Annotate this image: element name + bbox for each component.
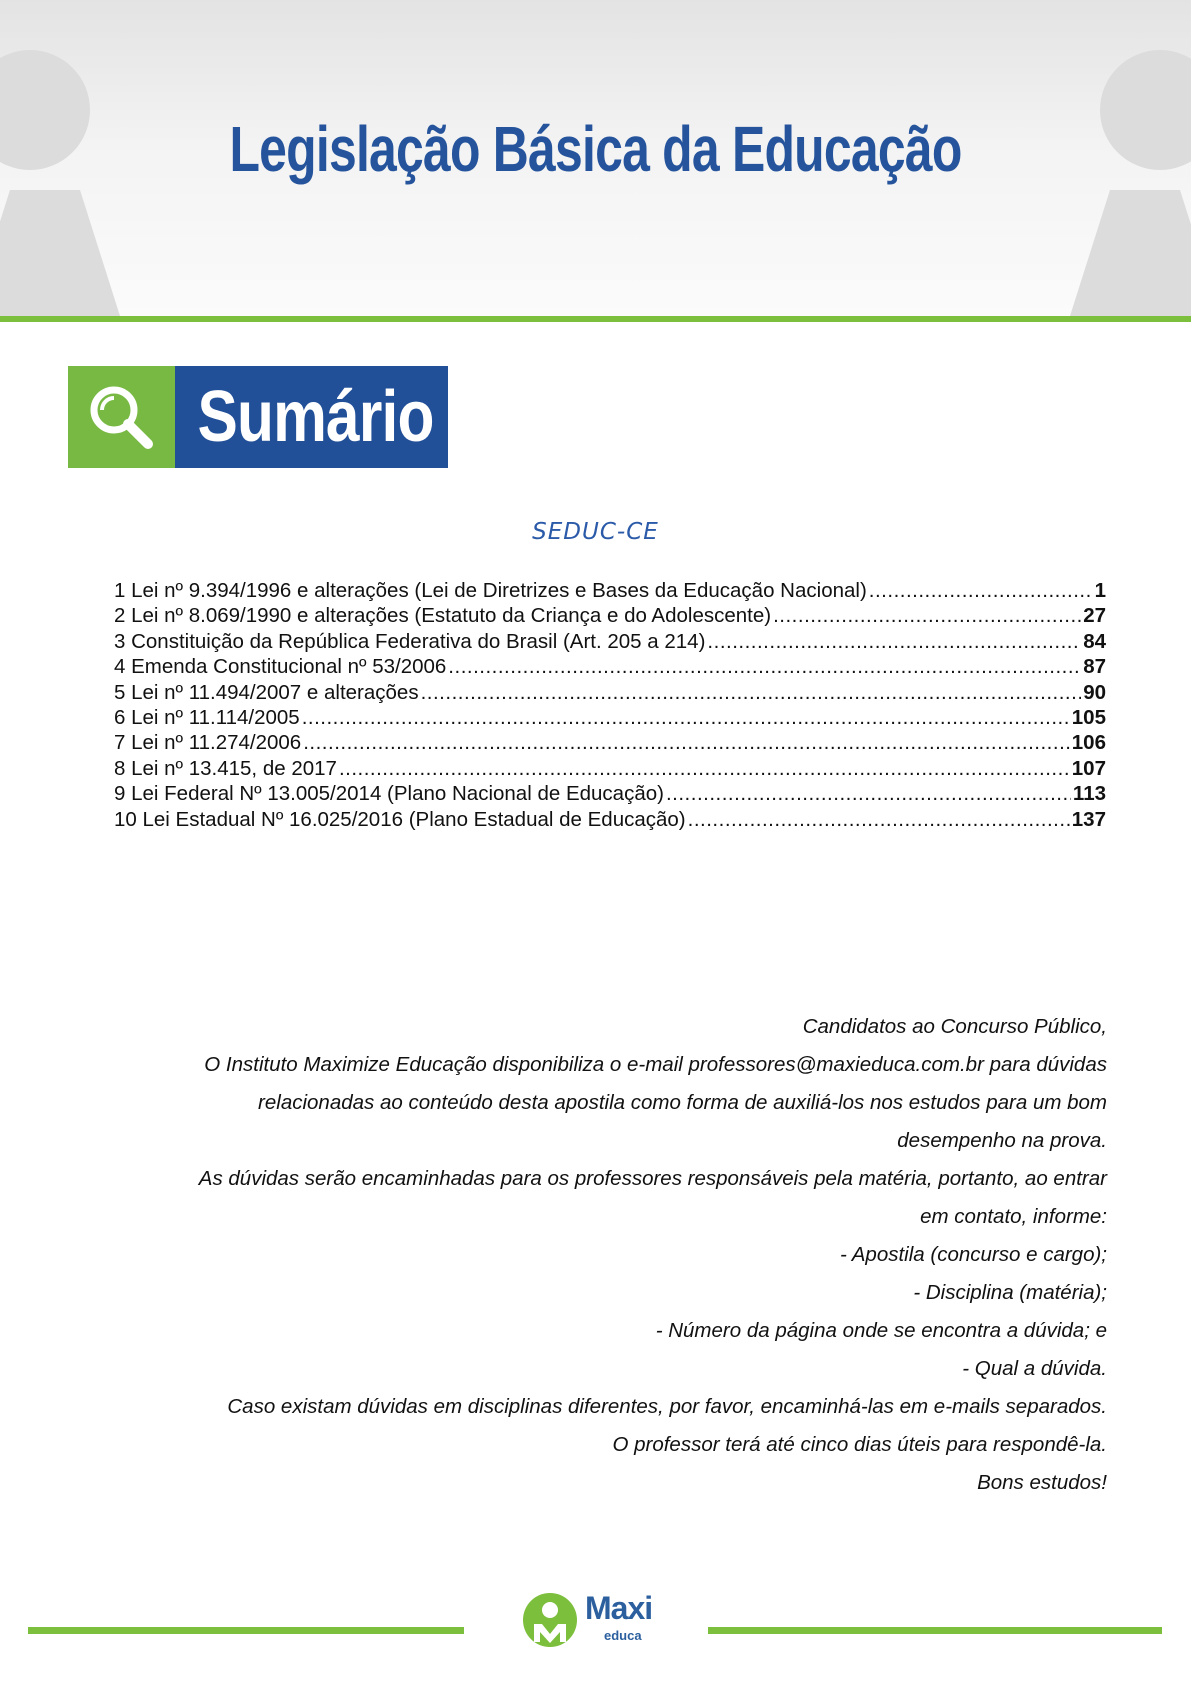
toc-leader — [302, 705, 1070, 730]
toc-page-number: 84 — [1083, 629, 1106, 653]
toc-entry: 3 Constituição da República Federativa do Brasil (Art. 205 a 214) — [114, 629, 706, 653]
toc-page-number: 1 — [1094, 579, 1106, 602]
notice-line: - Disciplina (matéria); — [913, 1281, 1107, 1304]
toc-row — [114, 680, 1106, 705]
toc-row — [114, 603, 1106, 628]
toc-page-number: 107 — [1071, 756, 1106, 780]
toc-leader — [448, 654, 1081, 679]
toc-leader — [421, 680, 1082, 705]
toc-leader — [666, 781, 1071, 806]
toc-page-number: 113 — [1072, 782, 1106, 806]
magnifier-icon — [88, 384, 154, 450]
notice-line: O professor terá até cinco dias úteis para respondê-la. — [612, 1433, 1107, 1456]
logo-wordmark: Maxi — [585, 1590, 653, 1626]
toc-entry: 1 Lei nº 9.394/1996 e alterações (Lei de Diretrizes e Bases da Educação Nacional) — [114, 579, 867, 602]
toc-entry: 9 Lei Federal Nº 13.005/2014 (Plano Nacional de Educação) — [114, 782, 664, 806]
notice-line: O Instituto Maximize Educação disponibiliza o e-mail professores@maxieduca.com.br para dúvidas — [204, 1053, 1107, 1076]
toc-page-number: 90 — [1083, 680, 1106, 704]
subject-heading: SEDUC-CE — [532, 519, 659, 545]
maxi-educa-logo — [520, 1590, 680, 1650]
toc-page-number: 106 — [1071, 731, 1106, 755]
notice-line: - Qual a dúvida. — [962, 1357, 1107, 1380]
notice-line: em contato, informe: — [920, 1205, 1107, 1228]
notice-line: desempenho na prova. — [897, 1129, 1107, 1152]
badge-label-box — [175, 366, 448, 468]
logo-subtitle: educa — [604, 1628, 642, 1643]
toc-entry: 5 Lei nº 11.494/2007 e alterações — [114, 680, 419, 704]
toc-page-number: 87 — [1083, 655, 1106, 679]
toc-leader — [303, 730, 1070, 755]
summary-badge — [68, 366, 448, 468]
toc-row — [114, 730, 1106, 755]
toc-row — [114, 578, 1106, 603]
toc-entry: 2 Lei nº 8.069/1990 e alterações (Estatuto da Criança e do Adolescente) — [114, 604, 772, 628]
notice-line: - Número da página onde se encontra a dúvida; e — [655, 1319, 1107, 1342]
footer-divider-left — [28, 1627, 464, 1634]
notice-line: relacionadas ao conteúdo desta apostila como forma de auxiliá-los nos estudos para um bom — [258, 1091, 1107, 1114]
toc-row — [114, 705, 1106, 730]
toc-page-number: 105 — [1071, 705, 1106, 729]
footer-divider-right — [708, 1627, 1162, 1634]
notice-line: Bons estudos! — [977, 1471, 1107, 1494]
toc-entry: 10 Lei Estadual Nº 16.025/2016 (Plano Estadual de Educação) — [114, 807, 686, 831]
toc-page-number: 27 — [1083, 604, 1106, 628]
toc-row — [114, 781, 1106, 806]
notice-line: As dúvidas serão encaminhadas para os professores responsáveis pela matéria, portanto, ao entrar — [198, 1167, 1107, 1190]
badge-label: Sumário — [197, 377, 434, 457]
toc-leader — [688, 807, 1070, 832]
toc-entry: 8 Lei nº 13.415, de 2017 — [114, 756, 337, 780]
logo-mark-icon — [520, 1590, 580, 1650]
toc-leader — [869, 578, 1093, 603]
notice-line: - Apostila (concurso e cargo); — [840, 1243, 1107, 1266]
toc-row — [114, 629, 1106, 654]
toc-entry: 7 Lei nº 11.274/2006 — [114, 731, 302, 755]
toc-row — [114, 756, 1106, 781]
notice-line: Caso existam dúvidas em disciplinas diferentes, por favor, encaminhá-las em e-mails separados. — [227, 1395, 1107, 1418]
toc-entry: 4 Emenda Constitucional nº 53/2006 — [114, 655, 447, 679]
badge-icon-box — [68, 366, 175, 468]
contact-notice — [107, 1008, 1107, 1502]
toc-leader — [773, 603, 1081, 628]
toc-leader — [339, 756, 1070, 781]
document-title: Legislação Básica da Educação — [229, 113, 962, 185]
page-header — [0, 0, 1191, 316]
toc-page-number: 137 — [1071, 807, 1106, 831]
header-divider — [0, 316, 1191, 322]
toc-row — [114, 654, 1106, 679]
table-of-contents — [114, 578, 1106, 832]
toc-row — [114, 807, 1106, 832]
toc-leader — [707, 629, 1081, 654]
toc-entry: 6 Lei nº 11.114/2005 — [114, 705, 300, 729]
notice-line: Candidatos ao Concurso Público, — [802, 1015, 1107, 1038]
